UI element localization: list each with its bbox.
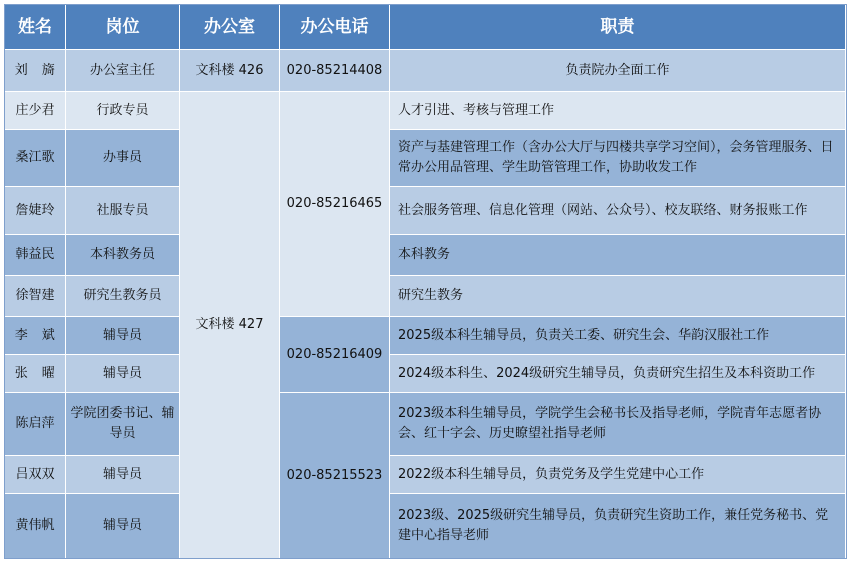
row-position: 辅导员 bbox=[66, 317, 180, 355]
phone-merged-cell: 020-85215523 bbox=[280, 393, 390, 559]
row-name: 桑江歌 bbox=[5, 130, 66, 187]
row-duty: 2025级本科生辅导员，负责关工委、研究生会、华韵汉服社工作 bbox=[390, 317, 846, 355]
row-position: 本科教务员 bbox=[66, 235, 180, 276]
row-phone: 020-85214408 bbox=[280, 50, 390, 92]
row-duty: 2023级本科生辅导员，学院学生会秘书长及指导老师，学院青年志愿者协会、红十字会、历史瞭望社指导老师 bbox=[390, 393, 846, 456]
row-duty: 本科教务 bbox=[390, 235, 846, 276]
row-name: 刘 旖 bbox=[5, 50, 66, 92]
header-office: 办公室 bbox=[180, 5, 280, 50]
header-position: 岗位 bbox=[66, 5, 180, 50]
row-position: 辅导员 bbox=[66, 355, 180, 393]
row-position: 辅导员 bbox=[66, 494, 180, 559]
row-name: 黄伟帆 bbox=[5, 494, 66, 559]
row-position: 辅导员 bbox=[66, 456, 180, 494]
row-duty: 社会服务管理、信息化管理（网站、公众号）、校友联络、财务报账工作 bbox=[390, 187, 846, 235]
row-name: 陈启萍 bbox=[5, 393, 66, 456]
row-position: 学院团委书记、辅导员 bbox=[66, 393, 180, 456]
row-name: 张 曜 bbox=[5, 355, 66, 393]
row-name: 徐智建 bbox=[5, 276, 66, 317]
row-name: 庄少君 bbox=[5, 92, 66, 130]
header-duty: 职责 bbox=[390, 5, 846, 50]
phone-merged-cell: 020-85216409 bbox=[280, 317, 390, 393]
row-position: 研究生教务员 bbox=[66, 276, 180, 317]
row-position: 办事员 bbox=[66, 130, 180, 187]
row-duty: 人才引进、考核与管理工作 bbox=[390, 92, 846, 130]
row-name: 詹婕玲 bbox=[5, 187, 66, 235]
row-position: 行政专员 bbox=[66, 92, 180, 130]
row-office: 文科楼 426 bbox=[180, 50, 280, 92]
row-duty: 负责院办全面工作 bbox=[390, 50, 846, 92]
row-name: 韩益民 bbox=[5, 235, 66, 276]
phone-merged-cell: 020-85216465 bbox=[280, 92, 390, 317]
row-position: 办公室主任 bbox=[66, 50, 180, 92]
row-name: 李 斌 bbox=[5, 317, 66, 355]
office-merged-cell: 文科楼 427 bbox=[180, 92, 280, 559]
row-duty: 2023级、2025级研究生辅导员，负责研究生资助工作，兼任党务秘书、党建中心指导老师 bbox=[390, 494, 846, 559]
row-name: 吕双双 bbox=[5, 456, 66, 494]
header-phone: 办公电话 bbox=[280, 5, 390, 50]
row-duty: 研究生教务 bbox=[390, 276, 846, 317]
row-position: 社服专员 bbox=[66, 187, 180, 235]
header-name: 姓名 bbox=[5, 5, 66, 50]
row-duty: 资产与基建管理工作（含办公大厅与四楼共享学习空间），会务管理服务、日常办公用品管理、学生助管管理工作，协助收发工作 bbox=[390, 130, 846, 187]
row-duty: 2024级本科生、2024级研究生辅导员，负责研究生招生及本科资助工作 bbox=[390, 355, 846, 393]
row-duty: 2022级本科生辅导员，负责党务及学生党建中心工作 bbox=[390, 456, 846, 494]
